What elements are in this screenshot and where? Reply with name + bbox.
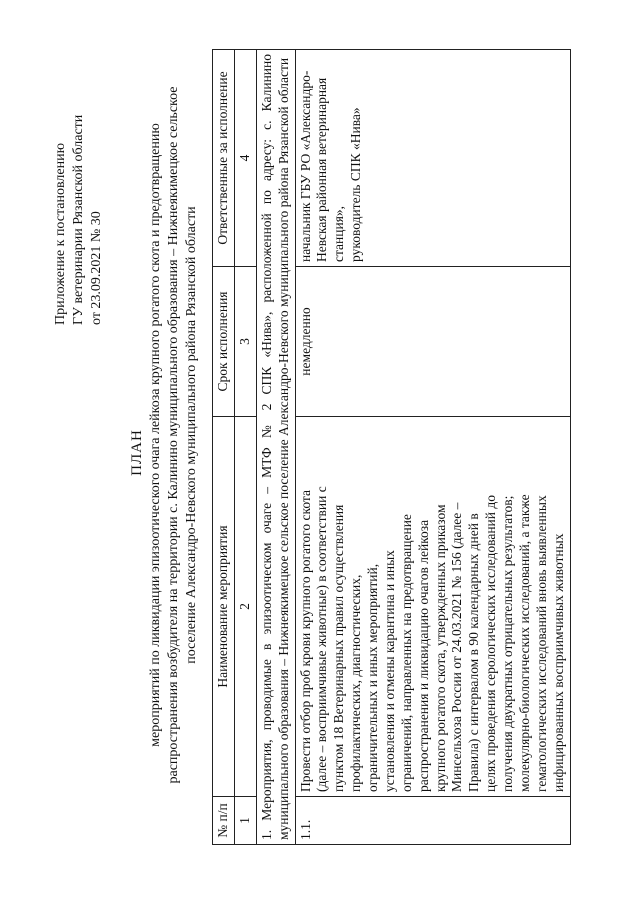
header-term: Срок исполнения <box>213 267 235 417</box>
action-line: целях проведения серологических исследований до <box>483 495 499 792</box>
header-num: № п/п <box>213 797 235 845</box>
table-header-row <box>213 50 235 845</box>
action-line: Провести отбор проб крови крупного рогатого скота <box>297 490 313 792</box>
row-number: 1.1. <box>295 797 570 845</box>
action-line: ограничительных и иных мероприятий, <box>365 563 380 792</box>
plan-table <box>212 49 571 845</box>
header-responsible: Ответственные за исполнение <box>213 50 235 267</box>
action-line: получения двукратных отрицательных результатов; <box>500 495 515 792</box>
table-row <box>295 50 570 845</box>
plan-subtitle <box>147 75 202 795</box>
action-line: инфицированных восприимчивых животных <box>550 533 566 792</box>
action-line: распространения и ликвидацию очагов лейкоза <box>415 519 431 792</box>
action-line: установления и отмены карантина и иных <box>381 550 397 792</box>
annex-line-1: Приложение к постановлению <box>53 142 68 325</box>
action-line: профилактических, диагностических, <box>348 574 364 792</box>
row-term: немедленно <box>295 267 570 417</box>
action-line: крупного рогатого скота, утвержденных приказом <box>432 504 448 792</box>
annex-note <box>52 25 107 325</box>
action-line: пунктом 18 Ветеринарных правил осуществления <box>331 504 347 792</box>
row-responsible <box>295 50 570 267</box>
action-line: молекулярно-биологических исследований, а также <box>516 494 532 792</box>
column-number: 4 <box>234 50 256 267</box>
subtitle-line-1: мероприятий по ликвидации эпизоотического очага лейкоза крупного рогатого скота и предотвращению <box>148 123 163 747</box>
column-number: 1 <box>234 797 256 845</box>
action-line: (далее – восприимчивые животные) в соответствии с <box>314 486 330 792</box>
responsible-line: станция», <box>331 205 347 262</box>
header-action: Наименование мероприятия <box>213 417 235 797</box>
section-title: 1. Мероприятия, проводимые в эпизоотическом очаге – МТФ № 2 СПК «Нива», расположенной по адресу: с. Калинино муниципального образования – Нижнеякимецкое сельское поселение Александро-Невского муниципального района Рязанской области <box>256 50 295 845</box>
plan-title: ПЛАН <box>129 429 145 476</box>
action-line: гематологических исследований вновь выявленных <box>533 495 549 792</box>
action-line: Правила) с интервалом в 90 календарных дней в <box>466 513 482 792</box>
column-number: 2 <box>234 417 256 797</box>
annex-line-2: ГУ ветеринарии Рязанской области <box>71 114 87 325</box>
section-row <box>256 50 295 845</box>
action-line: Минсельхоза России от 24.03.2021 № 156 (далее – <box>449 502 465 792</box>
row-action <box>295 417 570 797</box>
annex-line-3: от 23.09.2021 № 30 <box>89 211 105 325</box>
action-line: ограничений, направленных на предотвращение <box>398 514 414 792</box>
subtitle-line-2: распространения возбудителя на территории с. Калинино муниципального образования – Нижнеякимецкое сельское <box>166 86 182 784</box>
column-number-row <box>234 50 256 845</box>
responsible-line: начальник ГБУ РО «Александро- <box>297 70 313 262</box>
responsible-line: руководитель СПК «Нива» <box>348 107 364 262</box>
column-number: 3 <box>234 267 256 417</box>
subtitle-line-3: поселение Александро-Невского муниципального района Рязанской области <box>184 206 200 664</box>
responsible-line: Невская районная ветеринарная <box>314 77 330 262</box>
